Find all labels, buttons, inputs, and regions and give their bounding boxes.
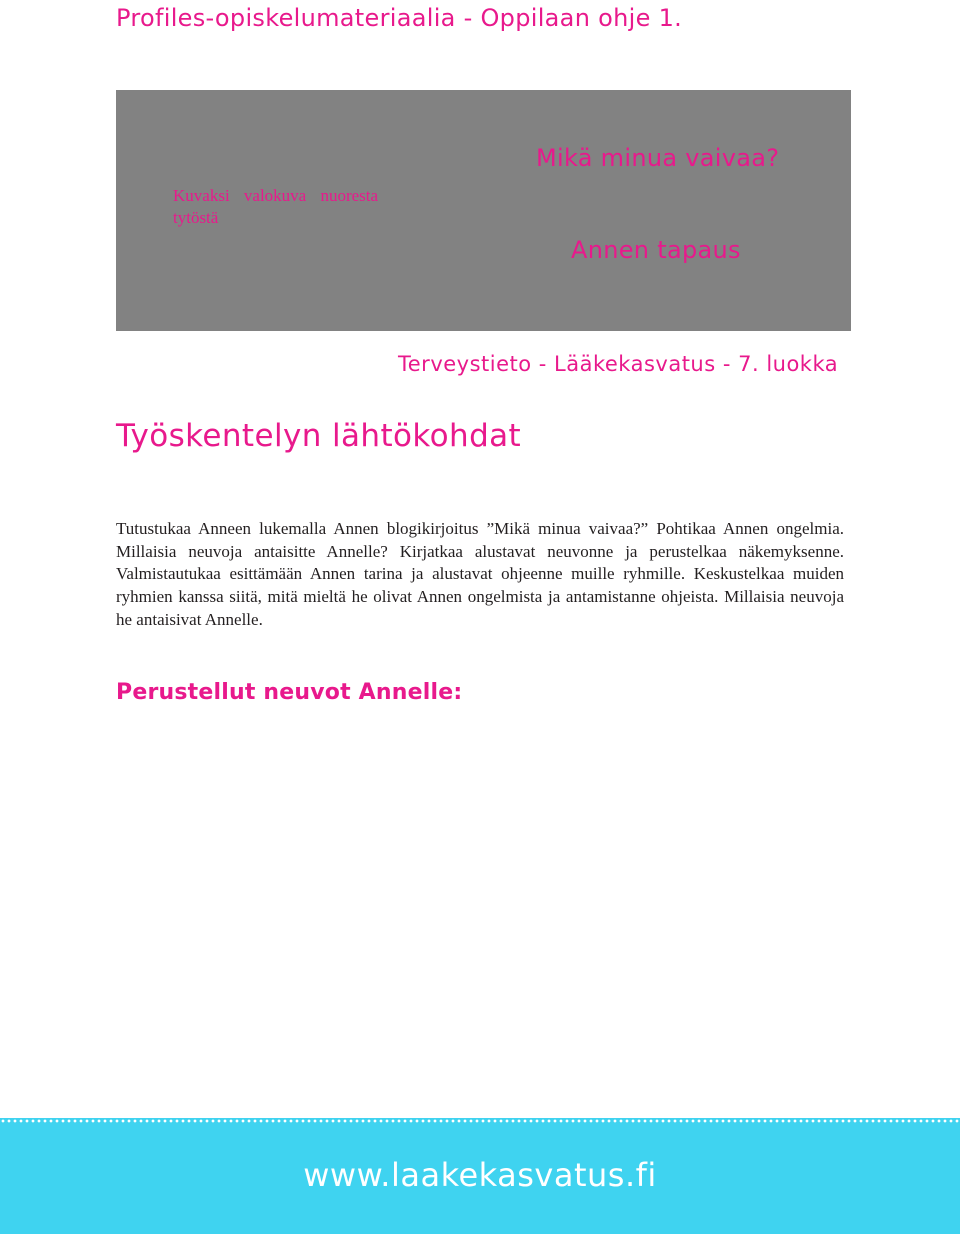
footer-website-link[interactable]: www.laakekasvatus.fi: [303, 1156, 657, 1194]
footer-bar: [0, 1118, 960, 1234]
section-heading: Työskentelyn lähtökohdat: [116, 418, 522, 454]
hero-banner: [116, 90, 851, 331]
footer-dotted-border: [0, 1118, 960, 1124]
answer-heading: Perustellut neuvot Annelle:: [116, 680, 463, 705]
instructions-paragraph: Tutustukaa Anneen lukemalla Annen blogikirjoitus ”Mikä minua vaivaa?” Pohtikaa Annen ongelmia. Millaisia neuvoja antaisitte Annelle? Kirjatkaa alustavat neuvonne ja perustelkaa näkemyksenne. Valmistautukaa esittämään Annen tarina ja alustavat ohjeenne muille ryhmille. Keskustelkaa muiden ryhmien kanssa siitä, mitä mieltä he olivat Annen ongelmista ja antamistanne ohjeista. Millaisia neuvoja he antaisivat Annelle.: [116, 519, 844, 629]
course-label: Terveystieto - Lääkekasvatus - 7. luokka: [398, 352, 839, 376]
hero-title: Mikä minua vaivaa?: [536, 144, 780, 172]
photo-placeholder-text: Kuvaksi valokuva nuoresta tytöstä: [173, 186, 379, 227]
document-header: Profiles-opiskelumateriaalia - Oppilaan ohje 1.: [116, 4, 683, 32]
hero-subtitle: Annen tapaus: [571, 236, 741, 264]
